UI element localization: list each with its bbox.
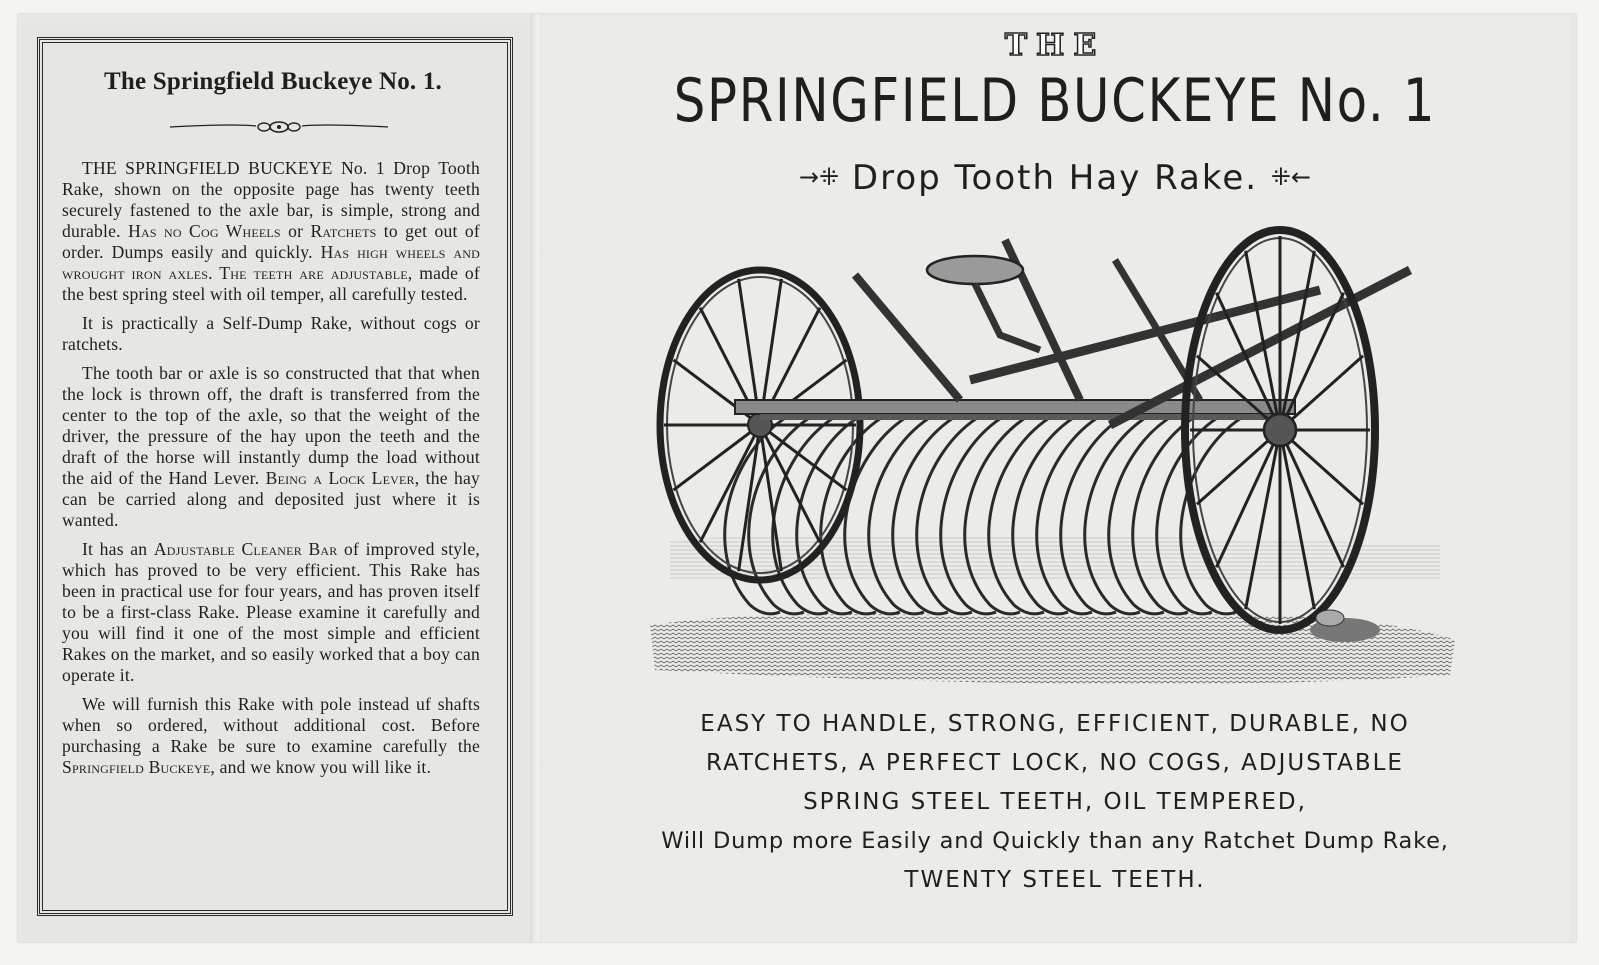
body-paragraph	[62, 313, 480, 355]
paragraph-segment: Adjustable Cleaner Bar	[153, 539, 338, 559]
wheel-spoke	[1280, 293, 1344, 430]
paragraph-segment: Ratchets	[310, 221, 377, 241]
paragraph-segment: THE SPRINGFIELD BUCKEYE No. 1 Drop Tooth Rake, shown on the opposite page has twenty teeth securely fastened to the axle bar, is simple, strong and durable.	[62, 158, 480, 241]
main-title: SPRINGFIELD BUCKEYE No. 1	[673, 66, 1437, 136]
paragraph-segment: The tooth bar or axle is so constructed that that when the lock is thrown off, the draft is transferred from the center to the top of the axle, so that the weight of the driver, the pressure of the hay upon the teeth and the draft of the horse will instantly dump the load without the aid of the Hand Lever.	[62, 363, 480, 488]
body-paragraph	[62, 539, 480, 686]
paragraph-segment: It has an	[82, 539, 154, 559]
subtitle	[540, 158, 1570, 198]
kicker-the: THE	[1004, 28, 1106, 63]
body-paragraph	[62, 363, 480, 531]
feature-line: TWENTY STEEL TEETH.	[904, 867, 1206, 893]
left-flourish-icon: →⁜	[798, 163, 840, 191]
paragraph-segment: We will furnish this Rake with pole instead uf shafts when so ordered, without additional cost. Before purchasing a Rake be sure to examine carefully the	[62, 694, 480, 756]
hay-rake-illustration	[640, 220, 1470, 690]
subtitle-text: Drop Tooth Hay Rake.	[851, 158, 1259, 198]
paragraph-segment: to get out of order. Dumps easily and quickly.	[62, 221, 480, 262]
wheel-spoke	[674, 360, 761, 425]
left-title: The Springfield Buckeye No. 1.	[104, 68, 442, 95]
feature-line: SPRING STEEL TEETH, OIL TEMPERED,	[803, 789, 1307, 815]
paragraph-segment: of improved style, which has proved to be very efficient. This Rake has been in practical use for four years, and has proven itself to be a first-class Rake. Please examine it carefully and you will find it one of the most simple and efficient Rakes on the market, and so easily worked that a boy can operate it.	[62, 539, 480, 685]
feature-line: Will Dump more Easily and Quickly than any Ratchet Dump Rake,	[661, 828, 1449, 854]
paragraph-segment: , the hay can be carried along and deposited just where it is wanted.	[62, 468, 481, 530]
feature-list	[560, 705, 1550, 900]
paragraph-segment: Has no Cog Wheels	[128, 221, 281, 241]
page-fold	[530, 14, 542, 942]
paragraph-segment: Springfield Buckeye	[62, 757, 211, 777]
body-paragraph	[62, 694, 480, 778]
body-paragraph	[62, 158, 480, 305]
paragraph-segment: It is practically a Self-Dump Rake, without cogs or ratchets.	[62, 313, 480, 354]
ornament-divider	[168, 118, 390, 136]
left-body-text	[62, 158, 480, 786]
paragraph-segment: Has high wheels and wrought iron axles. The teeth are adjustable	[62, 242, 480, 283]
paragraph-segment: , made of the best spring steel with oil temper, all carefully tested.	[62, 263, 480, 304]
right-flourish-icon: ⁜←	[1270, 163, 1312, 191]
feature-line: RATCHETS, A PERFECT LOCK, NO COGS, ADJUSTABLE	[706, 750, 1404, 776]
feature-line: EASY TO HANDLE, STRONG, EFFICIENT, DURABLE, NO	[700, 711, 1410, 737]
paragraph-segment: , and we know you will like it.	[210, 757, 432, 777]
paragraph-segment: Being a Lock Lever	[265, 468, 415, 488]
paragraph-segment: or	[280, 221, 311, 241]
